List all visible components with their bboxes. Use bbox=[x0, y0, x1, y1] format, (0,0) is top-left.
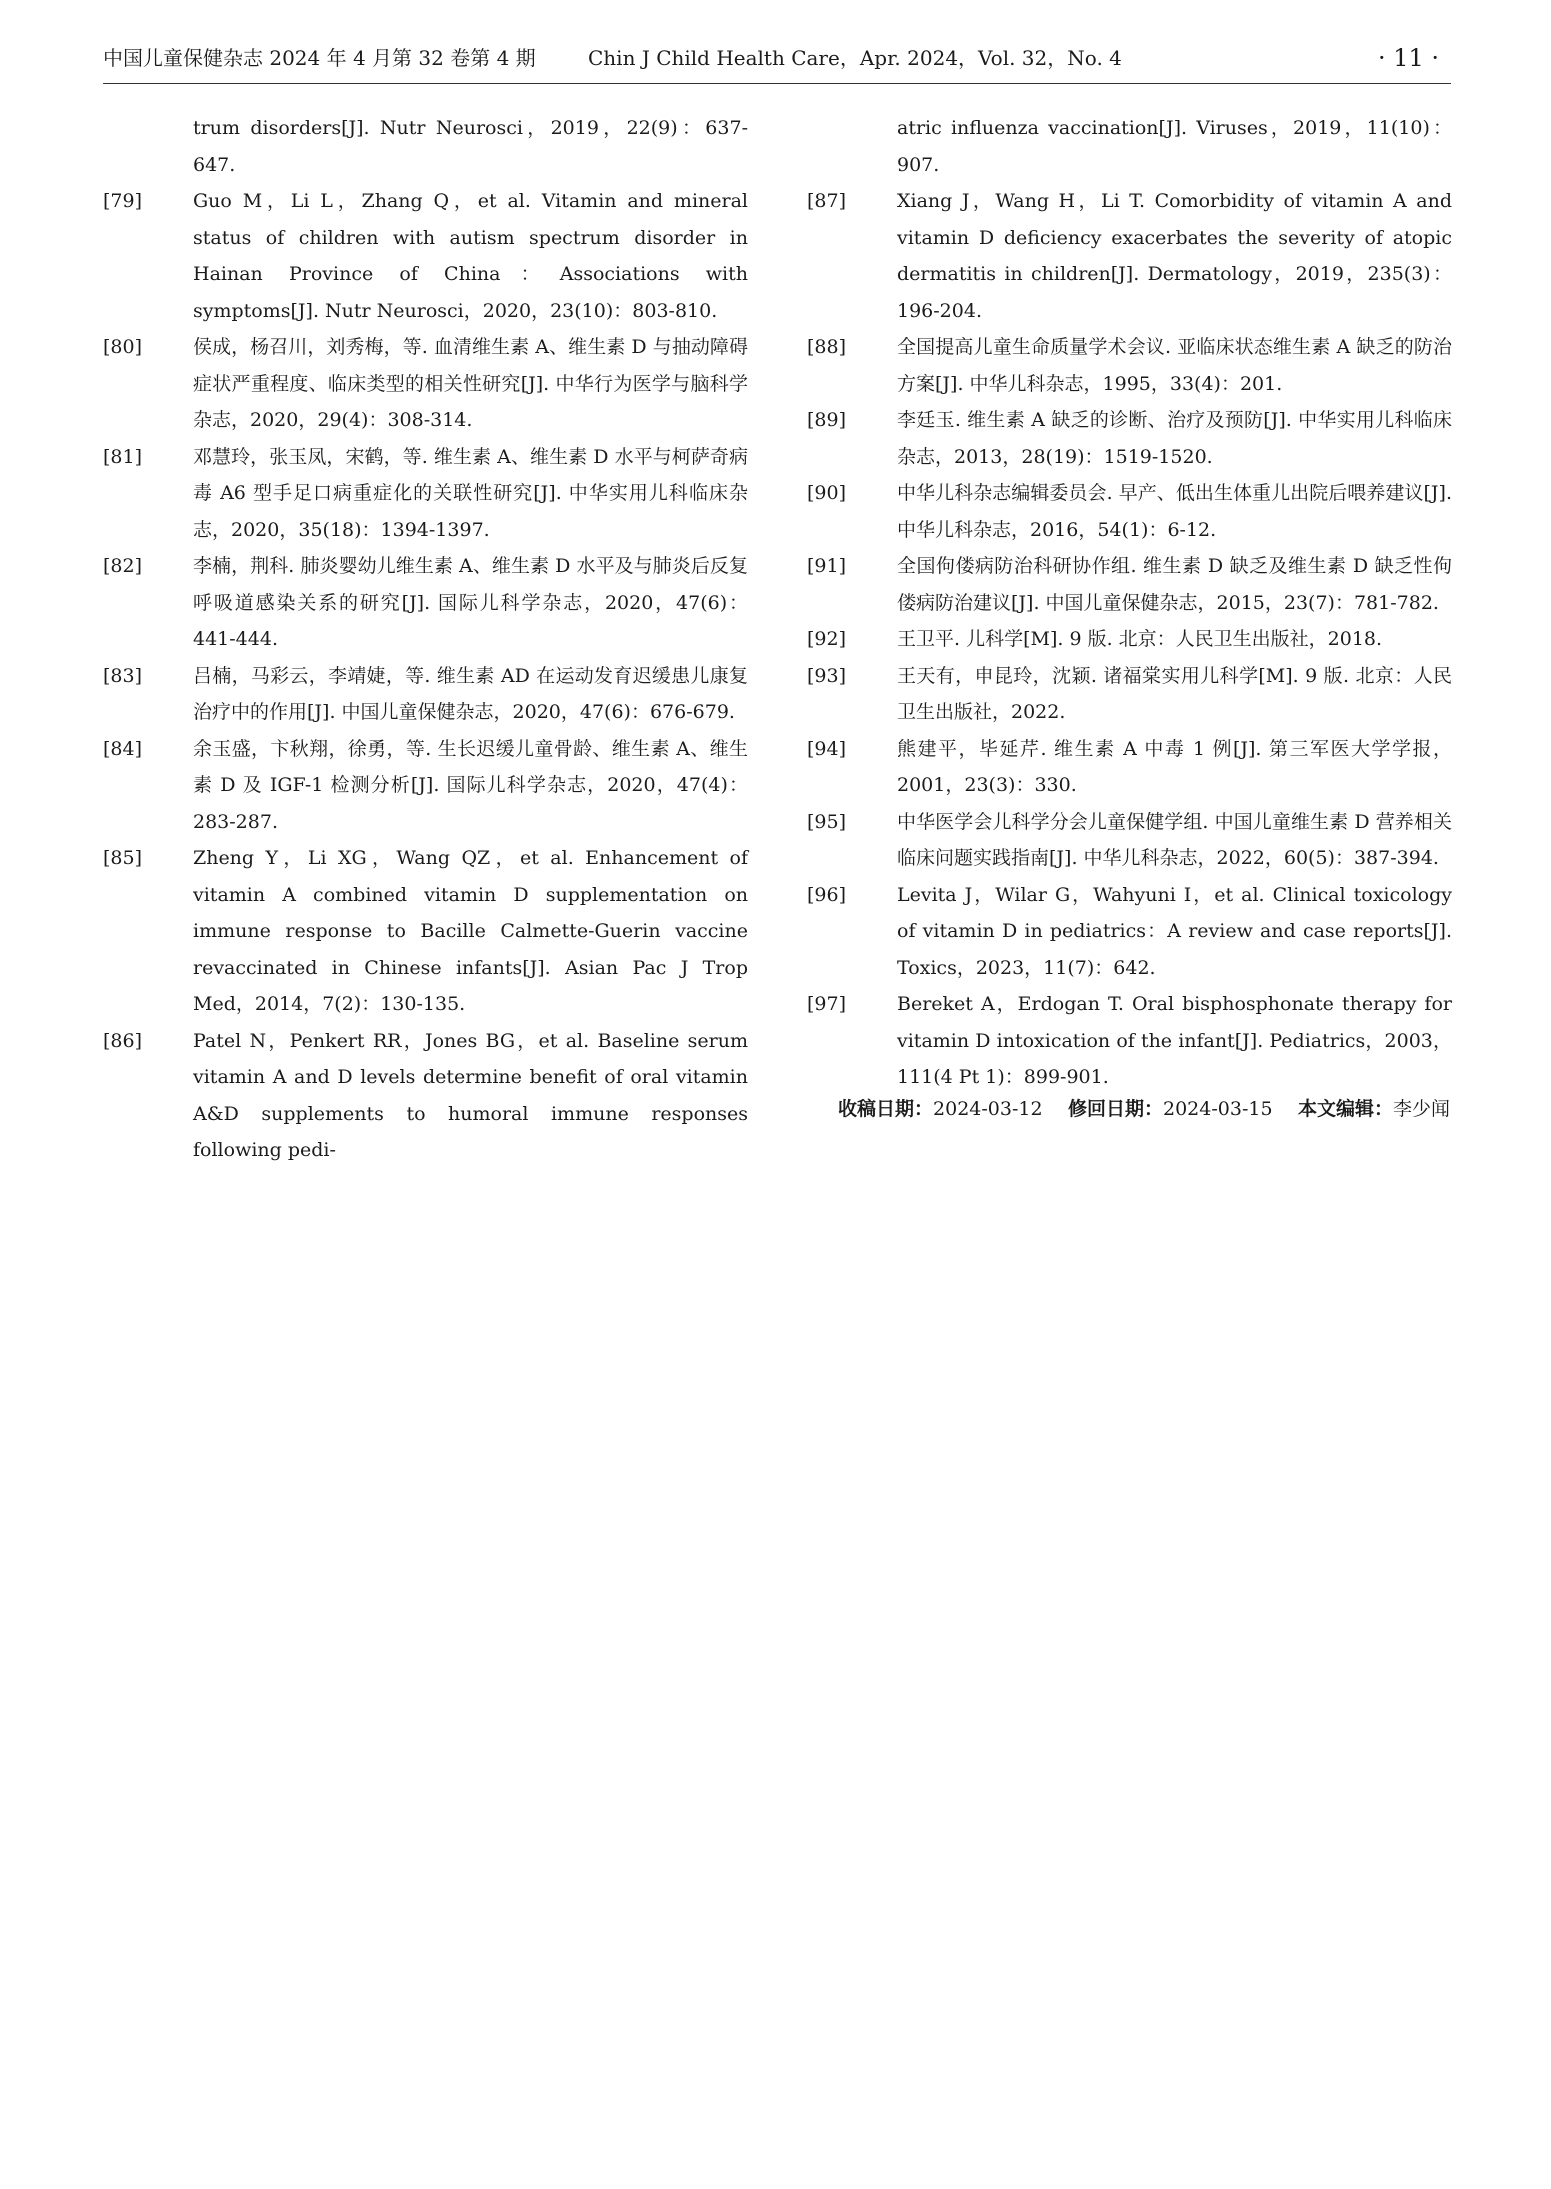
reference-item bbox=[103, 548, 748, 658]
reference-item bbox=[103, 439, 748, 549]
reference-text: Zheng Y，Li XG，Wang QZ，et al. Enhancement of vitamin A combined vitamin D supplementation on immune response to Bacille Calmette-Guerin vaccine revaccinated in Chinese infants[J]. Asian Pac J Trop Med，2014，7(2)：130-135. bbox=[193, 847, 748, 1015]
revised-label: 修回日期： bbox=[1067, 1098, 1163, 1120]
reference-number: [94] bbox=[807, 737, 847, 760]
reference-number: [92] bbox=[807, 628, 847, 650]
reference-text: Guo M，Li L，Zhang Q，et al. Vitamin and mineral status of children with autism spectrum disorder in Hainan Province of China：Associations with symptoms[J]. Nutr Neurosci，2020，23(10)：803-810. bbox=[193, 190, 748, 322]
editor-name: 李少闻 bbox=[1392, 1098, 1450, 1120]
reference-number: [79] bbox=[103, 190, 143, 212]
reference-text: 王卫平. 儿科学[M]. 9 版. 北京：人民卫生出版社，2018. bbox=[897, 628, 1383, 650]
revised-date: 2024-03-15 bbox=[1163, 1098, 1273, 1120]
editor-block bbox=[1298, 1090, 1450, 1128]
reference-number: [91] bbox=[807, 555, 847, 577]
reference-item bbox=[807, 731, 1452, 804]
running-head bbox=[103, 38, 1451, 78]
reference-number: [88] bbox=[807, 336, 847, 358]
reference-continuation: atric influenza vaccination[J]. Viruses，2019，11(10)：907. bbox=[897, 117, 1452, 176]
reference-item bbox=[103, 183, 748, 329]
received-label: 收稿日期： bbox=[838, 1098, 934, 1120]
reference-item bbox=[103, 840, 748, 1023]
reference-item bbox=[807, 183, 1452, 329]
reference-item bbox=[103, 329, 748, 439]
reference-text: 全国提高儿童生命质量学术会议. 亚临床状态维生素 A 缺乏的防治方案[J]. 中华儿科杂志，1995，33(4)：201. bbox=[897, 336, 1452, 395]
reference-text: 全国佝偻病防治科研协作组. 维生素 D 缺乏及维生素 D 缺乏性佝偻病防治建议[J]. 中国儿童保健杂志，2015，23(7)：781-782. bbox=[897, 555, 1452, 614]
reference-number: [84] bbox=[103, 737, 143, 760]
reference-number: [83] bbox=[103, 664, 143, 687]
reference-text: 熊建平，毕延芹. 维生素 A 中毒 1 例[J]. 第三军医大学学报，2001，23(3)：330. bbox=[897, 737, 1452, 796]
reference-item bbox=[807, 402, 1452, 475]
journal-title-cn: 中国儿童保健杂志 2024 年 4 月第 32 卷第 4 期 bbox=[103, 46, 536, 70]
reference-item bbox=[807, 877, 1452, 987]
reference-item bbox=[807, 658, 1452, 731]
page-number: · 11 · bbox=[1377, 44, 1439, 72]
reference-number: [95] bbox=[807, 810, 847, 833]
header-divider bbox=[103, 83, 1451, 84]
reference-text: 李楠，荆科. 肺炎婴幼儿维生素 A、维生素 D 水平及与肺炎后反复呼吸道感染关系的研究[J]. 国际儿科学杂志，2020，47(6)：441-444. bbox=[193, 555, 748, 650]
reference-column-left bbox=[103, 110, 748, 1169]
received-date: 2024-03-12 bbox=[933, 1098, 1043, 1120]
reference-text: 邓慧玲，张玉凤，宋鹤，等. 维生素 A、维生素 D 水平与柯萨奇病毒 A6 型手足口病重症化的关联性研究[J]. 中华实用儿科临床杂志，2020，35(18)：1394-1397. bbox=[193, 445, 748, 541]
reference-item bbox=[807, 329, 1452, 402]
reference-item bbox=[807, 548, 1452, 621]
reference-item bbox=[807, 986, 1452, 1096]
journal-title-en: Chin J Child Health Care，Apr. 2024，Vol. 32，No. 4 bbox=[588, 46, 1122, 70]
reference-text: Levita J，Wilar G，Wahyuni I，et al. Clinical toxicology of vitamin D in pediatrics：A review and case reports[J]. Toxics，2023，11(7)：642. bbox=[897, 883, 1452, 979]
reference-number: [87] bbox=[807, 190, 847, 212]
reference-text: 中华儿科杂志编辑委员会. 早产、低出生体重儿出院后喂养建议[J]. 中华儿科杂志，2016，54(1)：6-12. bbox=[897, 482, 1452, 541]
reference-text: 吕楠，马彩云，李靖婕，等. 维生素 AD 在运动发育迟缓患儿康复治疗中的作用[J]. 中国儿童保健杂志，2020，47(6)：676-679. bbox=[193, 664, 748, 723]
reference-text: Xiang J，Wang H，Li T. Comorbidity of vitamin A and vitamin D deficiency exacerbates the severity of atopic dermatitis in children[J]. Dermatology，2019，235(3)：196-204. bbox=[897, 190, 1452, 322]
reference-text: Patel N，Penkert RR，Jones BG，et al. Baseline serum vitamin A and D levels determine benefit of oral vitamin A&D supplements to humoral immune responses following pedi- bbox=[193, 1029, 748, 1161]
reference-item bbox=[807, 804, 1452, 877]
reference-item bbox=[103, 658, 748, 731]
received-date-block bbox=[838, 1090, 1043, 1128]
reference-text: 余玉盛，卞秋翔，徐勇，等. 生长迟缓儿童骨龄、维生素 A、维生素 D 及 IGF-1 检测分析[J]. 国际儿科学杂志，2020，47(4)：283-287. bbox=[193, 737, 748, 833]
reference-text: 中华医学会儿科学分会儿童保健学组. 中国儿童维生素 D 营养相关临床问题实践指南[J]. 中华儿科杂志，2022，60(5)：387-394. bbox=[897, 810, 1452, 869]
reference-number: [89] bbox=[807, 409, 847, 431]
reference-number: [97] bbox=[807, 993, 847, 1015]
reference-text: Bereket A，Erdogan T. Oral bisphosphonate therapy for vitamin D intoxication of the infant[J]. Pediatrics，2003，111(4 Pt 1)：899-901. bbox=[897, 993, 1452, 1088]
reference-text: 李廷玉. 维生素 A 缺乏的诊断、治疗及预防[J]. 中华实用儿科临床杂志，2013，28(19)：1519-1520. bbox=[897, 409, 1452, 468]
reference-number: [86] bbox=[103, 1029, 143, 1052]
reference-number: [90] bbox=[807, 482, 847, 504]
editor-label: 本文编辑： bbox=[1297, 1098, 1393, 1120]
reference-number: [82] bbox=[103, 555, 143, 577]
revised-date-block bbox=[1068, 1090, 1273, 1128]
reference-number: [81] bbox=[103, 445, 143, 468]
reference-continuation: trum disorders[J]. Nutr Neurosci，2019，22(9)：637-647. bbox=[193, 117, 748, 176]
reference-number: [80] bbox=[103, 336, 143, 358]
reference-item bbox=[807, 475, 1452, 548]
reference-text: 王天有，申昆玲，沈颖. 诸福棠实用儿科学[M]. 9 版. 北京：人民卫生出版社，2022. bbox=[897, 664, 1452, 723]
reference-item bbox=[807, 621, 1452, 658]
reference-item bbox=[103, 1023, 748, 1169]
reference-number: [85] bbox=[103, 847, 143, 869]
article-dates bbox=[838, 1090, 1450, 1128]
reference-number: [96] bbox=[807, 883, 847, 906]
reference-item bbox=[103, 731, 748, 841]
reference-number: [93] bbox=[807, 664, 847, 687]
reference-text: 侯成，杨召川，刘秀梅，等. 血清维生素 A、维生素 D 与抽动障碍症状严重程度、临床类型的相关性研究[J]. 中华行为医学与脑科学杂志，2020，29(4)：308-314. bbox=[193, 336, 748, 431]
reference-column-right bbox=[807, 110, 1452, 1096]
